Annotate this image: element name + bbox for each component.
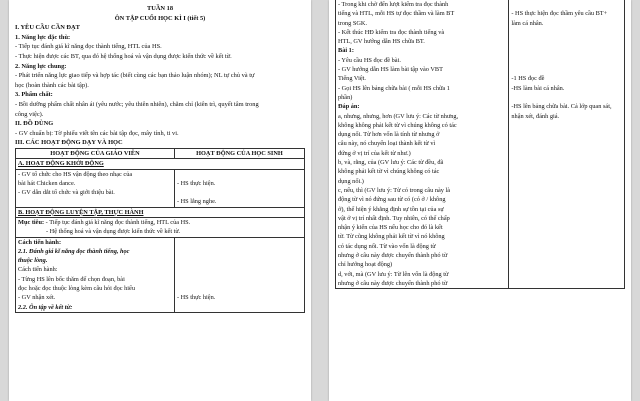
text-line: - Tiếp tục đánh giá kĩ năng đọc thành tiếng, HTL của HS. [44, 218, 191, 226]
text-line: Đáp án: [338, 103, 360, 111]
text-line: - Kết thúc HĐ kiểm tra đọc thành tiếng và [338, 28, 445, 36]
text-line: nhận ý kiến của HS nếu học cho đó là kết [338, 224, 443, 232]
text-line: - GV hướng dẫn HS làm bài tập vào VBT [338, 66, 443, 74]
text-line: ở), thể hiện ý khẳng định sự tồn tại của sự [338, 205, 444, 213]
text-line: chỉ hướng hoạt động) [338, 261, 393, 269]
text-line: -1 HS đọc đề [511, 75, 545, 83]
text-line: - Bồi dưỡng phẩm chất nhân ái (yêu nước; yêu thiên nhiên), chăm chỉ (kiên trì, quyết tâm trong [15, 100, 259, 108]
subsection-1-3: 3. Phẩm chất: [15, 91, 53, 99]
table-cell [174, 237, 304, 312]
text-line: 2.1. Đánh giá kĩ năng đọc thành tiếng, học [18, 247, 130, 255]
text-line: bài hát Chicken dance. [18, 179, 76, 187]
text-line: - Phát triển năng lực giao tiếp và hợp tác (biết cùng các bạn thảo luận nhóm); NL tự chủ và tự [15, 72, 255, 80]
text-line: Cách tiến hành: [18, 266, 58, 274]
text-line: dụng nối. Từ hơn vốn là tính từ nhưng ở [338, 131, 440, 139]
activities-table [15, 148, 305, 313]
text-line: a, nhưng, nhưng, hơn (GV lưu ý: Các từ nhưng, [338, 112, 459, 120]
col-teacher-header: HOẠT ĐỘNG CỦA GIÁO VIÊN [16, 148, 175, 158]
text-line: không không phải kết từ vì chúng không có tác [338, 121, 457, 129]
text-line: đứng ở vị trí của kết từ như.) [338, 149, 411, 157]
text-line: -HS lên bảng chữa bài. Cả lớp quan sát, [511, 103, 612, 111]
text-line: - Tiếp tục đánh giá kĩ năng đọc thành tiếng, HTL của HS. [15, 43, 162, 51]
text-line: trong SGK. [338, 19, 368, 27]
text-line: phần) [338, 93, 353, 101]
lesson-title: ÔN TẬP CUỐI HỌC KÌ I (tiết 5) [114, 14, 206, 22]
text-line: Bài 1: [338, 47, 354, 55]
text-line: nhưng ở câu này được chuyển thành phó từ [338, 279, 448, 287]
text-line: Cách tiến hành: [18, 238, 62, 246]
text-line: - GV dẫn dắt tổ chức và giới thiệu bài. [18, 189, 115, 197]
part-b-heading: B. HOẠT ĐỘNG LUYỆN TẬP, THỰC HÀNH [16, 207, 305, 217]
table-cell [174, 169, 304, 207]
text-line: - GV chuẩn bị: Tờ phiếu viết tên các bài tập đọc, mây tính, ti vi. [15, 129, 179, 137]
subsection-1-1: 1. Năng lực đặc thù: [15, 33, 71, 41]
text-line: tiếng và HTL, mỗi HS tự đọc thầm và làm BT [338, 10, 455, 18]
right-page [329, 0, 631, 401]
text-line: có tác dụng nối. Từ vào vốn là động từ [338, 242, 436, 250]
text-line: từ. Từ cũng không phải kết từ vì nó không [338, 233, 445, 241]
text-line: c, nếu, thì (GV lưu ý: Từ có trong câu này là [338, 186, 451, 194]
text-line: công việc). [15, 110, 44, 118]
table-cell [336, 0, 509, 289]
section-3-heading: III. CÁC HOẠT ĐỘNG DẠY VÀ HỌC [15, 139, 123, 147]
table-cell [16, 237, 175, 312]
text-line: - HS thực hiện. [176, 179, 216, 187]
text-line: đọc hoặc đọc thuộc lòng kèm câu hỏi đọc hiểu [18, 285, 135, 293]
goal-label: Mục tiêu: [18, 218, 45, 226]
text-line: - HS lắng nghe. [176, 198, 217, 206]
text-line: d, với, mà (GV lưu ý: Từ lên vốn là động từ [338, 270, 449, 278]
text-line: 2.2. Ôn tập về kết từ: [18, 303, 73, 311]
table-cell [16, 217, 305, 237]
text-line: b, và, rằng, của (GV lưu ý: Các từ đều, đã [338, 159, 444, 167]
text-line: - Từng HS lên bốc thăm để chọn đoạn, bài [18, 275, 125, 283]
text-line: - GV nhận xét. [18, 294, 56, 302]
text-line: học (hoàn thành các bài tập). [15, 81, 89, 89]
subsection-1-2: 2. Năng lực chung: [15, 62, 67, 70]
text-line: - Thực hiện được các BT, qua đó hệ thống hoá và vận dụng được kiến thức về kết từ. [15, 52, 232, 60]
text-line: -HS làm bài cá nhân. [511, 84, 565, 92]
text-line: không phải kết từ vì chúng không có tác [338, 168, 440, 176]
week-label: TUẦN 18 [146, 5, 174, 12]
left-page [9, 0, 311, 401]
section-2-heading: II. ĐỒ DÙNG [15, 120, 54, 128]
table-cell [509, 0, 625, 289]
text-line: HTL, GV hướng dẫn HS chữa BT. [338, 38, 425, 46]
activities-table-continued [335, 0, 625, 289]
text-line: nhận xét, đánh giá. [511, 112, 560, 120]
text-line: - Yêu cầu HS đọc đề bài. [338, 56, 401, 64]
part-a-heading: A. HOẠT ĐỘNG KHỞI ĐỘNG [16, 159, 305, 169]
text-line: - GV tổ chức cho HS vận động theo nhạc của [18, 170, 133, 178]
text-line: - Gọi HS lên bảng chữa bài ( mỗi HS chữa 1 [338, 84, 450, 92]
text-line: thuộc lòng. [18, 257, 48, 265]
section-1-heading: I. YÊU CẦU CẦN ĐẠT [15, 24, 80, 32]
text-line: - Trong khi chờ đến lượt kiểm tra đọc thành [338, 1, 449, 8]
text-line: Tiếng Việt. [338, 75, 366, 83]
text-line: câu này, nó chuyển loại thành kết từ vì [338, 140, 436, 148]
table-cell [16, 169, 175, 207]
text-line: vật ở vị trí nhất định. Tuy nhiên, có thể chấp [338, 214, 450, 222]
text-line: - Hệ thống hoá và vận dụng được kiến thức về kết từ. [46, 228, 181, 236]
text-line: - HS thực hiện đọc thầm yêu cầu BT+ [511, 10, 608, 18]
text-line: động từ vì nó đứng sau từ có (có ở / không [338, 196, 446, 204]
text-line: làm cá nhân. [511, 19, 544, 27]
text-line: dụng nối.) [338, 177, 364, 185]
col-student-header: HOẠT ĐỘNG CỦA HỌC SINH [174, 148, 304, 158]
text-line: - HS thực hiện. [176, 294, 216, 302]
text-line: nhưng ở câu này được chuyển thành phó từ [338, 252, 448, 260]
